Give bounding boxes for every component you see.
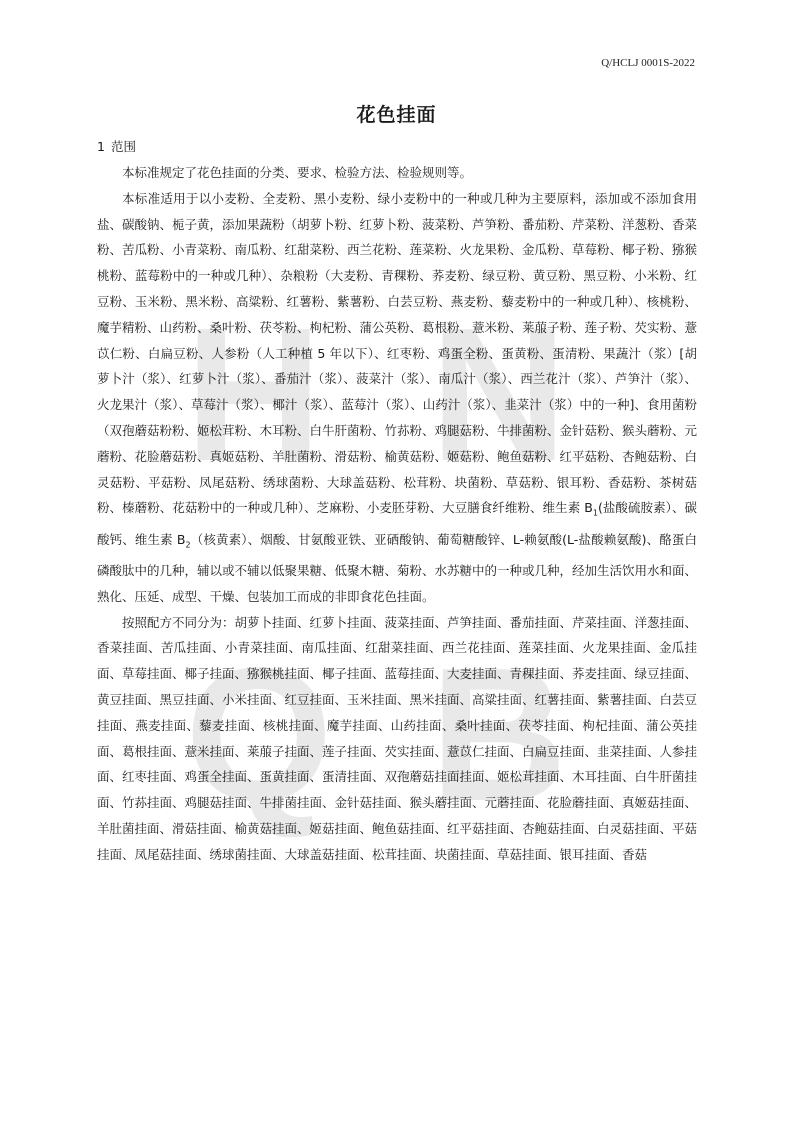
paragraph-applicability bbox=[97, 186, 697, 610]
subscript: 1 bbox=[592, 508, 598, 518]
watermark-letter: N bbox=[430, 289, 568, 501]
body-text bbox=[97, 160, 697, 868]
paragraph-text: (盐酸硫胺素）、碳酸钙、维生素 B bbox=[97, 500, 697, 547]
paragraph-text: 本标准适用于以小麦粉、全麦粉、黑小麦粉、绿小麦粉中的一种或几种为主要原料，添加或不添加食用盐、碳酸钠、栀子黄，添加果蔬粉（胡萝卜粉、红萝卜粉、菠菜粉、芦笋粉、番茄粉、芹菜粉、洋葱粉、香菜粉、苦瓜粉、小青菜粉、南瓜粉、红甜菜粉、西兰花粉、莲菜粉、火龙果粉、金瓜粉、草莓粉、椰子粉、猕猴桃粉、蓝莓粉中的一种或几种）、杂粮粉（大麦粉、青稞粉、荞麦粉、绿豆粉、黄豆粉、黑豆粉、小米粉、红豆粉、玉米粉、黑米粉、高粱粉、红薯粉、紫薯粉、白芸豆粉、燕麦粉、藜麦粉中的一种或几种）、核桃粉、魔芋精粉、山药粉、桑叶粉、茯苓粉、枸杞粉、蒲公英粉、葛根粉、薏米粉、莱菔子粉、莲子粉、芡实粉、薏苡仁粉、白扁豆粉、人参粉（人工种植 5 年以下）、红枣粉、鸡蛋全粉、蛋黄粉、蛋清粉、果蔬汁（浆）[胡萝卜汁（浆）、红萝卜汁（浆）、番茄汁（浆）、菠菜汁（浆）、南瓜汁（浆）、西兰花汁（浆）、芦笋汁（浆）、火龙果汁（浆）、草莓汁（浆）、椰汁（浆）、蓝莓汁（浆）、山药汁（浆）、韭菜汁（浆）中的一种]、食用菌粉（双孢蘑菇粉粉、姬松茸粉、木耳粉、白牛肝菌粉、竹荪粉、鸡腿菇粉、牛排菌粉、金针菇粉、猴头蘑粉、元蘑粉、花脸蘑菇粉、真姬菇粉、羊肚菌粉、滑菇粉、榆黄菇粉、姬菇粉、鲍鱼菇粉、红平菇粉、杏鲍菇粉、白灵菇粉、平菇粉、凤尾菇粉、绣球菌粉、大球盖菇粉、松茸粉、块菌粉、草菇粉、银耳粉、香菇粉、茶树菇粉、榛蘑粉、花菇粉中的一种或几种）、芝麻粉、小麦胚芽粉、大豆膳食纤维粉、维生素 B bbox=[97, 190, 698, 516]
paragraph-classification: 按照配方不同分为：胡萝卜挂面、红萝卜挂面、菠菜挂面、芦笋挂面、番茄挂面、芹菜挂面、洋葱挂面、香菜挂面、苦瓜挂面、小青菜挂面、南瓜挂面、红甜菜挂面、西兰花挂面、莲菜挂面、火龙果挂面、金瓜挂面、草莓挂面、椰子挂面、猕猴桃挂面、椰子挂面、蓝莓挂面、大麦挂面、青稞挂面、荞麦挂面、绿豆挂面、黄豆挂面、黑豆挂面、小米挂面、红豆挂面、玉米挂面、黑米挂面、高粱挂面、红薯挂面、紫薯挂面、白芸豆挂面、燕麦挂面、藜麦挂面、核桃挂面、魔芋挂面、山药挂面、桑叶挂面、茯苓挂面、枸杞挂面、蒲公英挂面、葛根挂面、薏米挂面、莱菔子挂面、莲子挂面、芡实挂面、薏苡仁挂面、白扁豆挂面、韭菜挂面、人参挂面、红枣挂面、鸡蛋全挂面、蛋黄挂面、蛋清挂面、双孢蘑菇挂面挂面、姬松茸挂面、木耳挂面、白牛肝菌挂面、竹荪挂面、鸡腿菇挂面、牛排菌挂面、金针菇挂面、猴头蘑挂面、元蘑挂面、花脸蘑挂面、真姬菇挂面、羊肚菌挂面、滑菇挂面、榆黄菇挂面、姬菇挂面、鲍鱼菇挂面、红平菇挂面、杏鲍菇挂面、白灵菇挂面、平菇挂面、凤尾菇挂面、绣球菌挂面、大球盖菇挂面、松茸挂面、块菌挂面、草菇挂面、银耳挂面、香菇 bbox=[97, 614, 698, 862]
standard-code: Q/HCLJ 0001S-2022 bbox=[601, 57, 695, 69]
watermark-letter: Q bbox=[185, 629, 333, 841]
section-number: 1 bbox=[97, 139, 105, 154]
section-heading bbox=[97, 137, 136, 155]
watermark-letter: H bbox=[185, 289, 323, 501]
paragraph-text: （核黄素）、烟酸、甘氨酸亚铁、亚硒酸钠、葡萄糖酸锌、L-赖氨酸(L-盐酸赖氨酸)、酪蛋白磷酸肽中的几种，辅以或不辅以低聚果糖、低聚木糖、菊粉、水苏糖中的一种或几种，经加生活饮用水和面、熟化、压延、成型、干燥、包装加工而成的非即食花色挂面。 bbox=[97, 531, 698, 604]
watermark-letter: B bbox=[430, 629, 568, 841]
subscript: 2 bbox=[185, 540, 191, 550]
document-title: 花色挂面 bbox=[356, 104, 437, 126]
paragraph-scope-intro: 本标准规定了花色挂面的分类、要求、检验方法、检验规则等。 bbox=[122, 165, 473, 180]
section-title: 范围 bbox=[110, 139, 136, 154]
